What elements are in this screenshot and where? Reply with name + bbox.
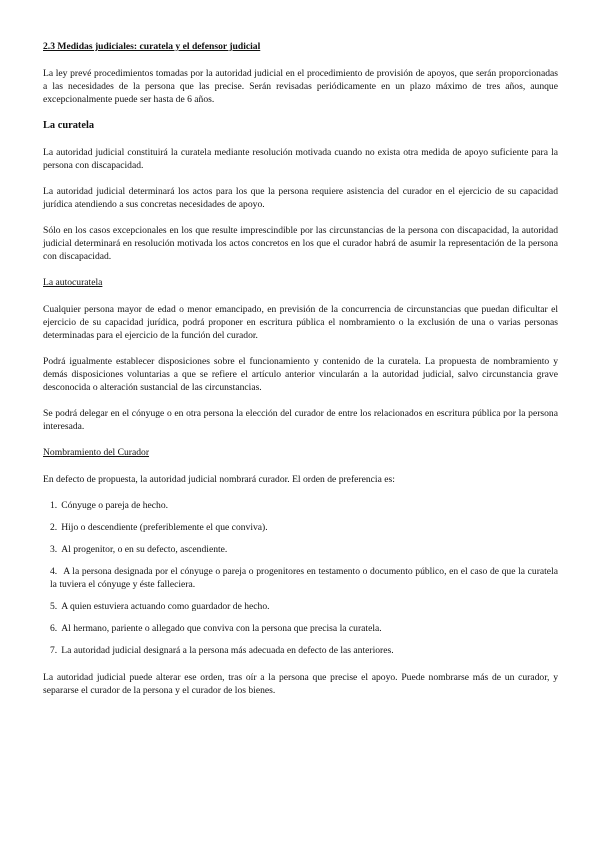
- curatela-paragraph-1: La autoridad judicial constituirá la curatela mediante resolución motivada cuando no exista otra medida de apoyo suficiente para la persona con discapacidad.: [43, 147, 558, 171]
- list-item-number: 3.: [50, 544, 58, 555]
- list-item-text: Cónyuge o pareja de hecho.: [61, 500, 169, 511]
- list-item-number: 7.: [50, 645, 58, 656]
- list-item-text: A la persona designada por el cónyuge o pareja o progenitores en testamento o documento público, en el caso de que la curatela la tuviera el cónyuge y éste falleciera.: [50, 566, 558, 590]
- list-item-text: Hijo o descendiente (preferiblemente el que conviva).: [61, 522, 268, 533]
- autocuratela-heading: La autocuratela: [43, 277, 103, 288]
- list-item: [50, 622, 558, 635]
- preference-list: [43, 499, 558, 657]
- list-item: [50, 521, 558, 534]
- closing-paragraph: La autoridad judicial puede alterar ese orden, tras oír a la persona que precise el apoyo. Puede nombrarse más de un curador, y separarse el curador de la persona y el curador de los bienes.: [43, 672, 558, 696]
- section-title: 2.3 Medidas judiciales: curatela y el defensor judicial: [43, 41, 261, 52]
- curatela-heading: La curatela: [43, 120, 95, 131]
- autocuratela-paragraph-1: Cualquier persona mayor de edad o menor emancipado, en previsión de la concurrencia de circunstancias que puedan dificultar el ejercicio de su capacidad jurídica, podrá proponer en escritura pública el nombramiento o la exclusión de una o varias personas determinadas para el ejercicio de la función del curador.: [43, 304, 558, 341]
- list-item-text: A quien estuviera actuando como guardador de hecho.: [61, 601, 270, 612]
- curatela-paragraph-3: Sólo en los casos excepcionales en los que resulte imprescindible por las circunstancias de la persona con discapacidad, la autoridad judicial determinará en resolución motivada los actos concretos en los que el curador habrá de asumir la representación de la persona con discapacidad.: [43, 225, 558, 262]
- nombramiento-heading: Nombramiento del Curador: [43, 447, 150, 458]
- nombramiento-intro: En defecto de propuesta, la autoridad judicial nombrará curador. El orden de preferencia es:: [43, 474, 395, 485]
- autocuratela-paragraph-3: Se podrá delegar en el cónyuge o en otra persona la elección del curador de entre los relacionados en escritura pública por la persona interesada.: [43, 408, 558, 432]
- list-item: [50, 499, 558, 512]
- list-item-number: 6.: [50, 623, 58, 634]
- curatela-paragraph-2: La autoridad judicial determinará los actos para los que la persona requiere asistencia del curador en el ejercicio de su capacidad jurídica atendiendo a sus concretas necesidades de apoyo.: [43, 186, 558, 210]
- list-item-text: Al hermano, pariente o allegado que conviva con la persona que precisa la curatela.: [61, 623, 382, 634]
- intro-paragraph: La ley prevé procedimientos tomadas por la autoridad judicial en el procedimiento de provisión de apoyos, que serán proporcionadas a las necesidades de la persona que las precise. Serán revisadas periódicamente en un plazo máximo de tres años, aunque excepcionalmente puede ser hasta de 6 años.: [43, 68, 558, 105]
- list-item-number: 5.: [50, 601, 58, 612]
- list-item-number: 1.: [50, 500, 58, 511]
- list-item: [50, 600, 558, 613]
- list-item: [50, 565, 558, 591]
- list-item-number: 2.: [50, 522, 58, 533]
- list-item: [50, 644, 558, 657]
- list-item-text: Al progenitor, o en su defecto, ascendiente.: [61, 544, 228, 555]
- list-item: [50, 543, 558, 556]
- autocuratela-paragraph-2: Podrá igualmente establecer disposiciones sobre el funcionamiento y contenido de la curatela. La propuesta de nombramiento y demás disposiciones voluntarias a que se refiere el artículo anterior vincularán a la autoridad judicial, salvo circunstancia grave desconocida o alteración sustancial de las circunstancias.: [43, 356, 558, 393]
- list-item-text: La autoridad judicial designará a la persona más adecuada en defecto de las anteriores.: [61, 645, 394, 656]
- list-item-number: 4.: [50, 566, 58, 577]
